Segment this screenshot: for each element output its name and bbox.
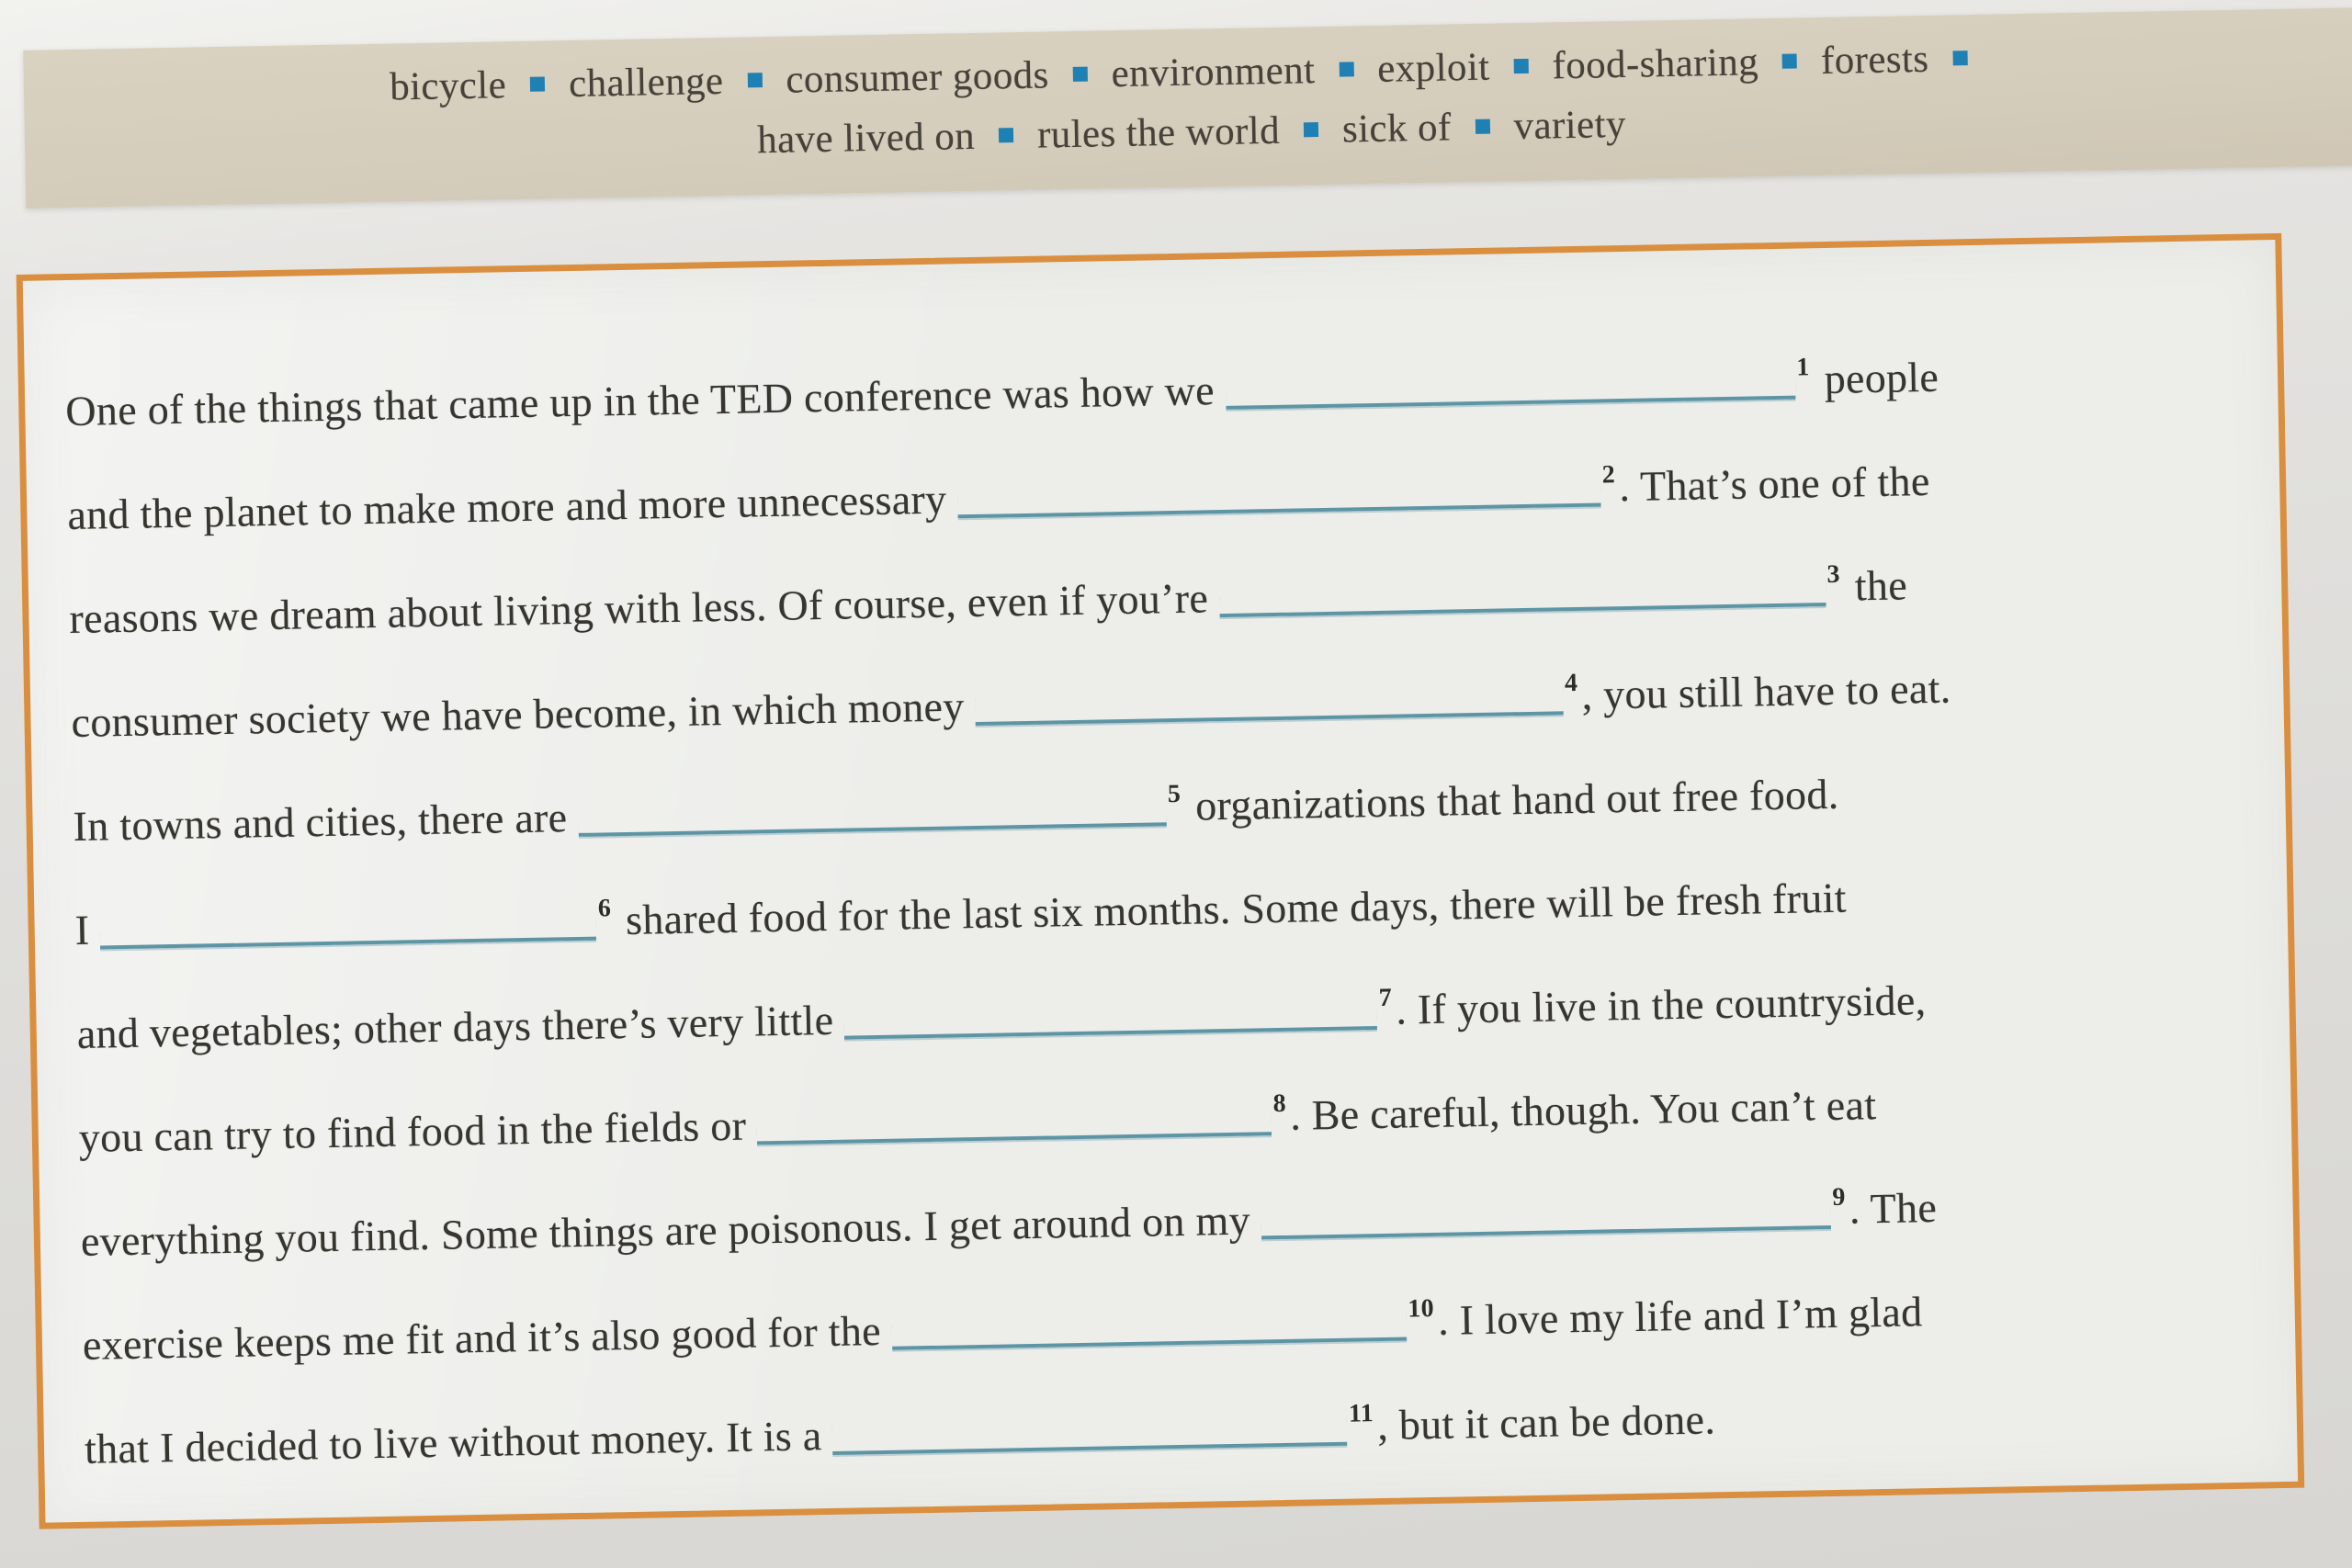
blank-number: 6 [597, 894, 612, 923]
passage-text: the [1843, 561, 1908, 610]
passage-text: everything you find. Some things are poisonous. I get around on my [80, 1196, 1262, 1265]
bullet-icon [1339, 62, 1353, 76]
passage-text: consumer society we have become, in which money [71, 682, 976, 747]
passage-text: and the planet to make more and more unnecessary [66, 475, 958, 539]
passage-text: and vegetables; other days there’s very little [76, 996, 845, 1057]
blank-line-3 [1219, 575, 1826, 617]
blank-number: 8 [1272, 1089, 1287, 1119]
blank-number: 3 [1826, 559, 1841, 589]
passage-text: . If you live in the countryside, [1395, 976, 1927, 1033]
bullet-icon [999, 128, 1013, 142]
passage-text: . Be careful, though. You can’t eat [1289, 1081, 1877, 1139]
bullet-icon [1475, 119, 1489, 134]
blank-number: 2 [1601, 460, 1616, 490]
passage-text: , but it can be done. [1376, 1395, 1716, 1450]
word-bank-term: rules the world [1036, 108, 1281, 157]
passage-text: shared food for the last six months. Some days, there will be fresh fruit [614, 874, 1848, 944]
blank-number: 1 [1796, 353, 1810, 382]
blank-line-6 [100, 909, 597, 950]
word-bank-term: have lived on [756, 114, 976, 163]
blank-line-11 [832, 1415, 1348, 1455]
passage-text: , you still have to eat. [1581, 664, 1951, 718]
passage-text: you can try to find food in the fields or [78, 1101, 758, 1161]
blank-number: 10 [1408, 1293, 1435, 1324]
word-bank-term: consumer goods [785, 53, 1050, 102]
passage-text: people [1813, 353, 1939, 403]
passage-text: organizations that hand out free food. [1183, 770, 1839, 829]
passage-text: reasons we dream about living with less. Of course, even if you’re [69, 574, 1220, 643]
blank-number: 5 [1167, 779, 1182, 809]
blank-line-5 [578, 795, 1167, 837]
passage [23, 240, 2298, 1502]
blank-number: 9 [1832, 1182, 1846, 1212]
blank-line-10 [891, 1310, 1407, 1350]
bullet-icon [1072, 67, 1087, 82]
bullet-icon [1304, 122, 1318, 137]
bullet-icon [1513, 59, 1528, 73]
blank-number: 4 [1564, 668, 1578, 698]
word-bank-term: bicycle [389, 63, 507, 109]
word-bank-term: sick of [1341, 106, 1453, 152]
blank-line-9 [1261, 1198, 1831, 1239]
word-bank-term: challenge [568, 59, 724, 106]
word-bank-term: food-sharing [1552, 40, 1759, 88]
bullet-icon [1782, 53, 1797, 68]
passage-text: . That’s one of the [1618, 457, 1930, 511]
passage-text: In towns and cities, there are [73, 793, 579, 850]
passage-text: . The [1849, 1183, 1938, 1233]
word-bank-term: variety [1513, 102, 1627, 149]
blank-number: 11 [1348, 1399, 1374, 1428]
blank-line-8 [757, 1104, 1272, 1145]
passage-text: that I decided to live without money. It is a [84, 1411, 833, 1472]
passage-text: exercise keeps me fit and it’s also good for the [82, 1306, 893, 1369]
exercise-box [17, 233, 2305, 1529]
blank-number: 7 [1378, 983, 1393, 1012]
word-bank-term: environment [1111, 49, 1316, 96]
bullet-icon [530, 76, 545, 91]
word-bank-term: exploit [1376, 45, 1490, 91]
blank-line-7 [844, 998, 1378, 1040]
passage-text: One of the things that came up in the TED conference was how we [64, 366, 1227, 435]
word-bank-banner [23, 7, 2352, 209]
blank-line-1 [1225, 368, 1795, 410]
bullet-icon [747, 73, 762, 87]
word-bank-term: forests [1820, 37, 1929, 83]
blank-line-2 [957, 475, 1601, 518]
bullet-icon [1952, 51, 1967, 65]
passage-text: . I love my life and I’m glad [1437, 1288, 1923, 1344]
passage-text: I [74, 906, 101, 953]
blank-line-4 [975, 683, 1564, 726]
